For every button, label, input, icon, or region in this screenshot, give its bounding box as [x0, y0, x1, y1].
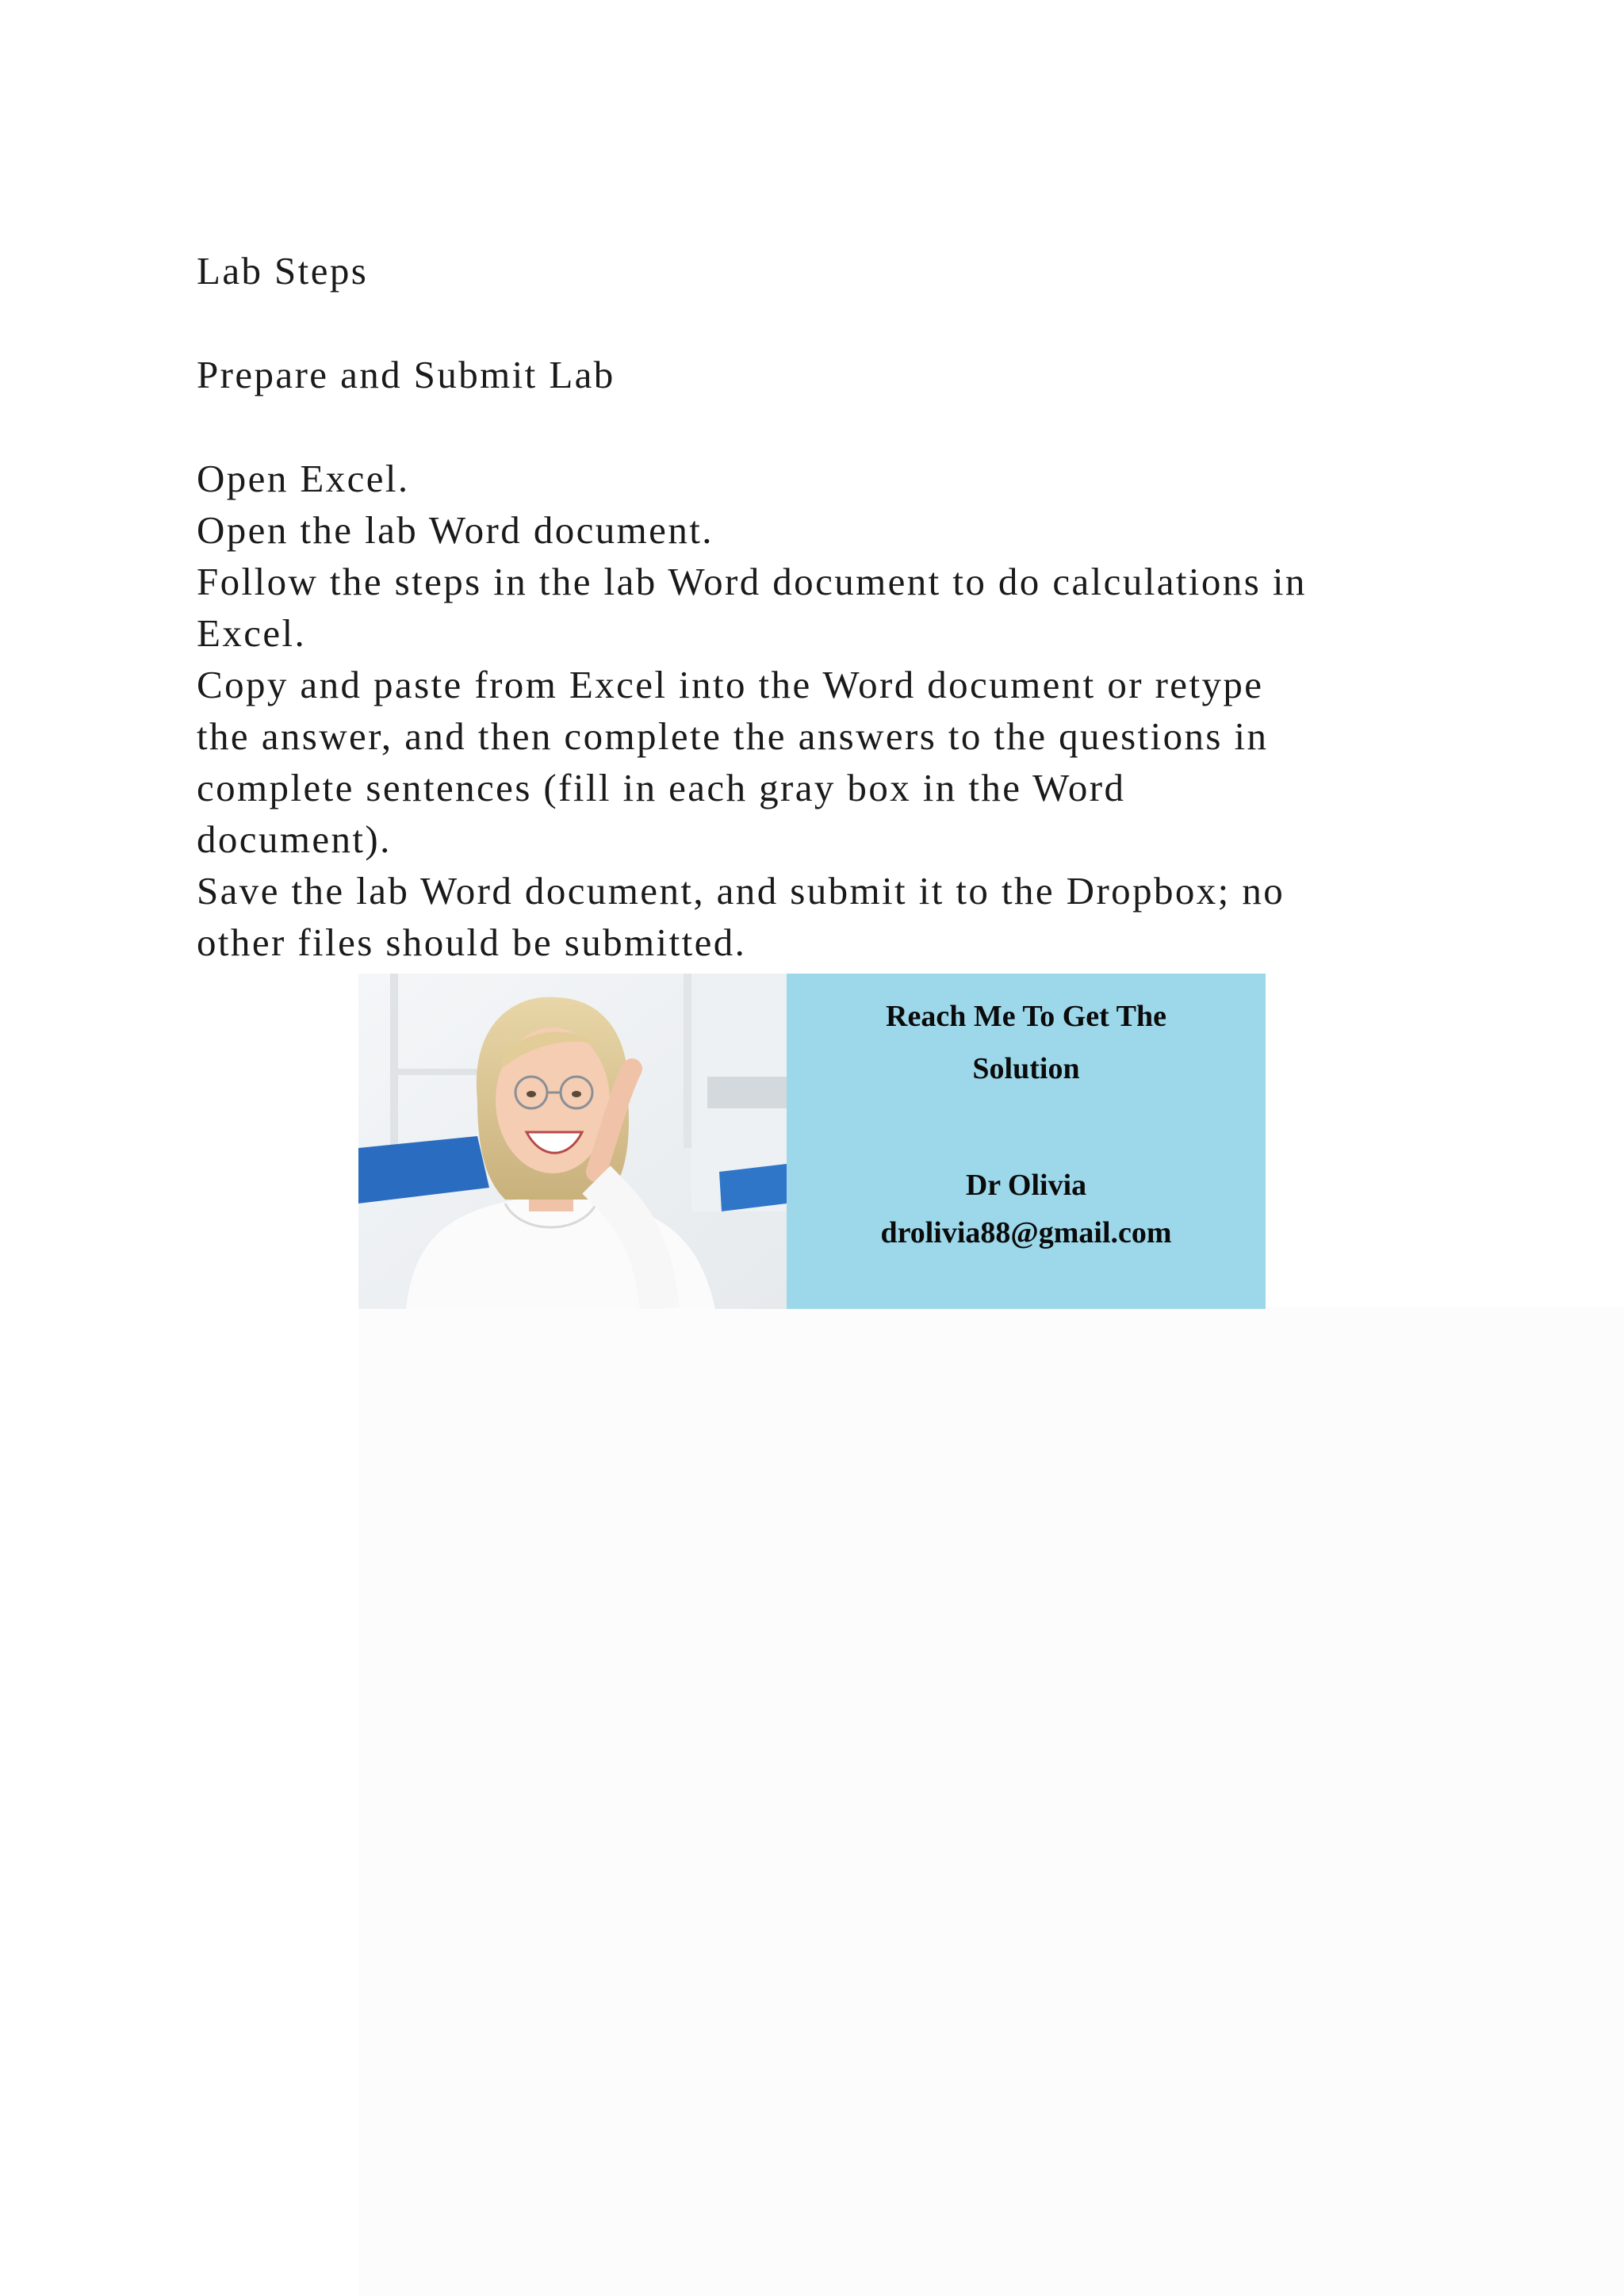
- step-line-2: Open the lab Word document.: [197, 508, 714, 552]
- banner-contact-email: drolivia88@gmail.com: [880, 1216, 1172, 1249]
- step-line-7: complete sentences (fill in each gray box in the Word: [197, 766, 1126, 809]
- contact-banner: [358, 974, 1266, 1309]
- step-line-3: Follow the steps in the lab Word document to do calculations in: [197, 560, 1307, 603]
- banner-contact-name: Dr Olivia: [965, 1169, 1087, 1202]
- step-line-5: Copy and paste from Excel into the Word document or retype: [197, 663, 1264, 706]
- page-background-shade: [358, 1307, 1624, 2296]
- woman-photo: [358, 974, 787, 1309]
- step-line-10: other files should be submitted.: [197, 920, 747, 964]
- step-line-9: Save the lab Word document, and submit it to the Dropbox; no: [197, 869, 1285, 913]
- step-line-4: Excel.: [197, 611, 307, 655]
- banner-headline-line1: Reach Me To Get The: [886, 1000, 1166, 1033]
- step-line-1: Open Excel.: [197, 457, 410, 500]
- document-subheading: Prepare and Submit Lab: [197, 353, 615, 396]
- document-heading: Lab Steps: [197, 249, 369, 293]
- banner-text-panel: [787, 974, 1266, 1309]
- step-line-6: the answer, and then complete the answers to the questions in: [197, 714, 1269, 758]
- banner-headline-line2: Solution: [972, 1052, 1080, 1085]
- step-line-8: document).: [197, 817, 392, 861]
